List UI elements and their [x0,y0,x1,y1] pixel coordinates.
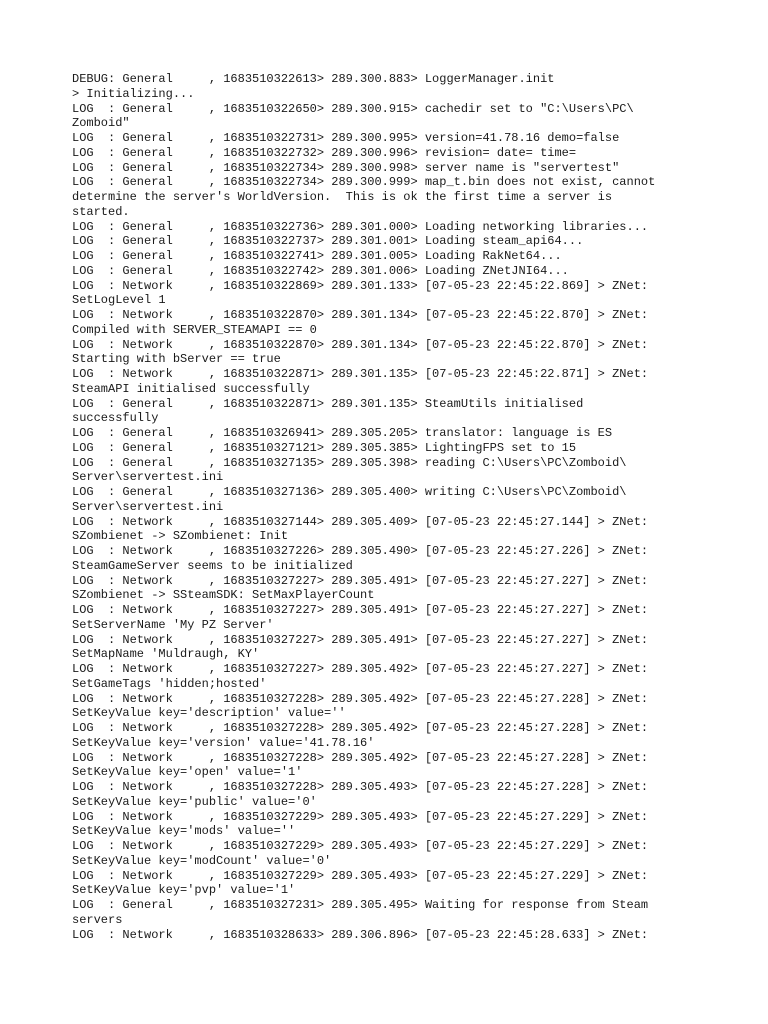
log-line: SetGameTags 'hidden;hosted' [72,676,267,691]
log-line: SetKeyValue key='public' value='0' [72,794,317,809]
log-line: SetLogLevel 1 [72,293,166,308]
log-line: SetKeyValue key='pvp' value='1' [72,883,296,898]
log-line: LOG : Network , 1683510327228> 289.305.492> [07-05-23 22:45:27.228] > ZNet: [72,750,649,765]
log-line: SteamGameServer seems to be initialized [72,558,353,573]
log-line: LOG : Network , 1683510327229> 289.305.493> [07-05-23 22:45:27.229] > ZNet: [72,809,649,824]
log-line: SZombienet -> SZombienet: Init [72,529,289,544]
log-line: LOG : Network , 1683510322871> 289.301.135> [07-05-23 22:45:22.871] > ZNet: [72,367,649,381]
log-line: LOG : General , 1683510322741> 289.301.005> Loading RakNet64... [72,249,562,263]
log-line: LOG : General , 1683510327136> 289.305.400> writing C:\Users\PC\Zomboid\ [72,485,627,499]
log-line: SetServerName 'My PZ Server' [72,617,274,632]
log-line: SteamAPI initialised successfully [72,381,310,396]
log-line: LOG : Network , 1683510327227> 289.305.491> [07-05-23 22:45:27.227] > ZNet: [72,573,649,588]
log-line: LOG : Network , 1683510327228> 289.305.492> [07-05-23 22:45:27.228] > ZNet: [72,721,649,735]
log-line: LOG : Network , 1683510322869> 289.301.133> [07-05-23 22:45:22.869] > ZNet: [72,278,649,293]
log-line: servers [72,912,123,927]
log-line: Server\servertest.ini [72,499,224,514]
log-line: LOG : General , 1683510322734> 289.300.998> server name is "servertest" [72,160,620,175]
log-line: SetKeyValue key='modCount' value='0' [72,853,332,868]
log-output [72,72,712,942]
log-line: LOG : General , 1683510322737> 289.301.001> Loading steam_api64... [72,234,584,249]
log-line: SetKeyValue key='open' value='1' [72,765,303,780]
log-line: LOG : Network , 1683510327226> 289.305.490> [07-05-23 22:45:27.226] > ZNet: [72,544,649,558]
document-page [72,72,712,942]
log-line: LOG : General , 1683510322732> 289.300.996> revision= date= time= [72,145,577,160]
log-line: LOG : General , 1683510327121> 289.305.385> LightingFPS set to 15 [72,440,577,455]
log-line: Compiled with SERVER_STEAMAPI == 0 [72,322,317,337]
log-line: determine the server's WorldVersion. This is ok the first time a server is [72,190,613,204]
log-line: LOG : Network , 1683510327144> 289.305.409> [07-05-23 22:45:27.144] > ZNet: [72,514,649,529]
log-line: SetMapName 'Muldraugh, KY' [72,647,260,662]
log-line: LOG : General , 1683510322871> 289.301.135> SteamUtils initialised [72,396,584,411]
log-line: > Initializing... [72,86,195,101]
log-line: LOG : Network , 1683510322870> 289.301.134> [07-05-23 22:45:22.870] > ZNet: [72,308,649,322]
log-line: LOG : Network , 1683510327227> 289.305.492> [07-05-23 22:45:27.227] > ZNet: [72,662,649,676]
log-line: LOG : General , 1683510327135> 289.305.398> reading C:\Users\PC\Zomboid\ [72,455,627,470]
log-line: LOG : Network , 1683510327229> 289.305.493> [07-05-23 22:45:27.229] > ZNet: [72,868,649,883]
log-line: LOG : Network , 1683510328633> 289.306.896> [07-05-23 22:45:28.633] > ZNet: [72,927,649,942]
log-line: LOG : Network , 1683510322870> 289.301.134> [07-05-23 22:45:22.870] > ZNet: [72,337,649,352]
log-line: LOG : General , 1683510327231> 289.305.495> Waiting for response from Steam [72,898,649,912]
log-line: LOG : General , 1683510322736> 289.301.000> Loading networking libraries... [72,219,649,234]
log-line: LOG : Network , 1683510327227> 289.305.491> [07-05-23 22:45:27.227] > ZNet: [72,603,649,617]
log-line: LOG : General , 1683510322734> 289.300.999> map_t.bin does not exist, cannot [72,175,656,190]
log-line: LOG : General , 1683510322650> 289.300.915> cachedir set to "C:\Users\PC\ [72,101,634,116]
log-line: LOG : Network , 1683510327228> 289.305.493> [07-05-23 22:45:27.228] > ZNet: [72,780,649,794]
log-line: DEBUG: General , 1683510322613> 289.300.883> LoggerManager.init [72,72,555,86]
log-line: LOG : Network , 1683510327227> 289.305.491> [07-05-23 22:45:27.227] > ZNet: [72,632,649,647]
log-line: Starting with bServer == true [72,352,281,367]
log-line: LOG : General , 1683510322731> 289.300.995> version=41.78.16 demo=false [72,131,620,145]
log-line: SetKeyValue key='description' value='' [72,706,346,721]
log-line: SetKeyValue key='mods' value='' [72,824,296,839]
log-line: LOG : General , 1683510326941> 289.305.205> translator: language is ES [72,426,613,440]
log-line: LOG : Network , 1683510327229> 289.305.493> [07-05-23 22:45:27.229] > ZNet: [72,839,649,853]
log-line: Zomboid" [72,116,130,131]
log-line: SZombienet -> SSteamSDK: SetMaxPlayerCount [72,588,375,603]
log-line: LOG : General , 1683510322742> 289.301.006> Loading ZNetJNI64... [72,263,569,278]
log-line: LOG : Network , 1683510327228> 289.305.492> [07-05-23 22:45:27.228] > ZNet: [72,691,649,706]
log-line: started. [72,204,130,219]
log-line: successfully [72,411,159,426]
log-line: SetKeyValue key='version' value='41.78.16' [72,735,375,750]
log-line: Server\servertest.ini [72,470,224,485]
